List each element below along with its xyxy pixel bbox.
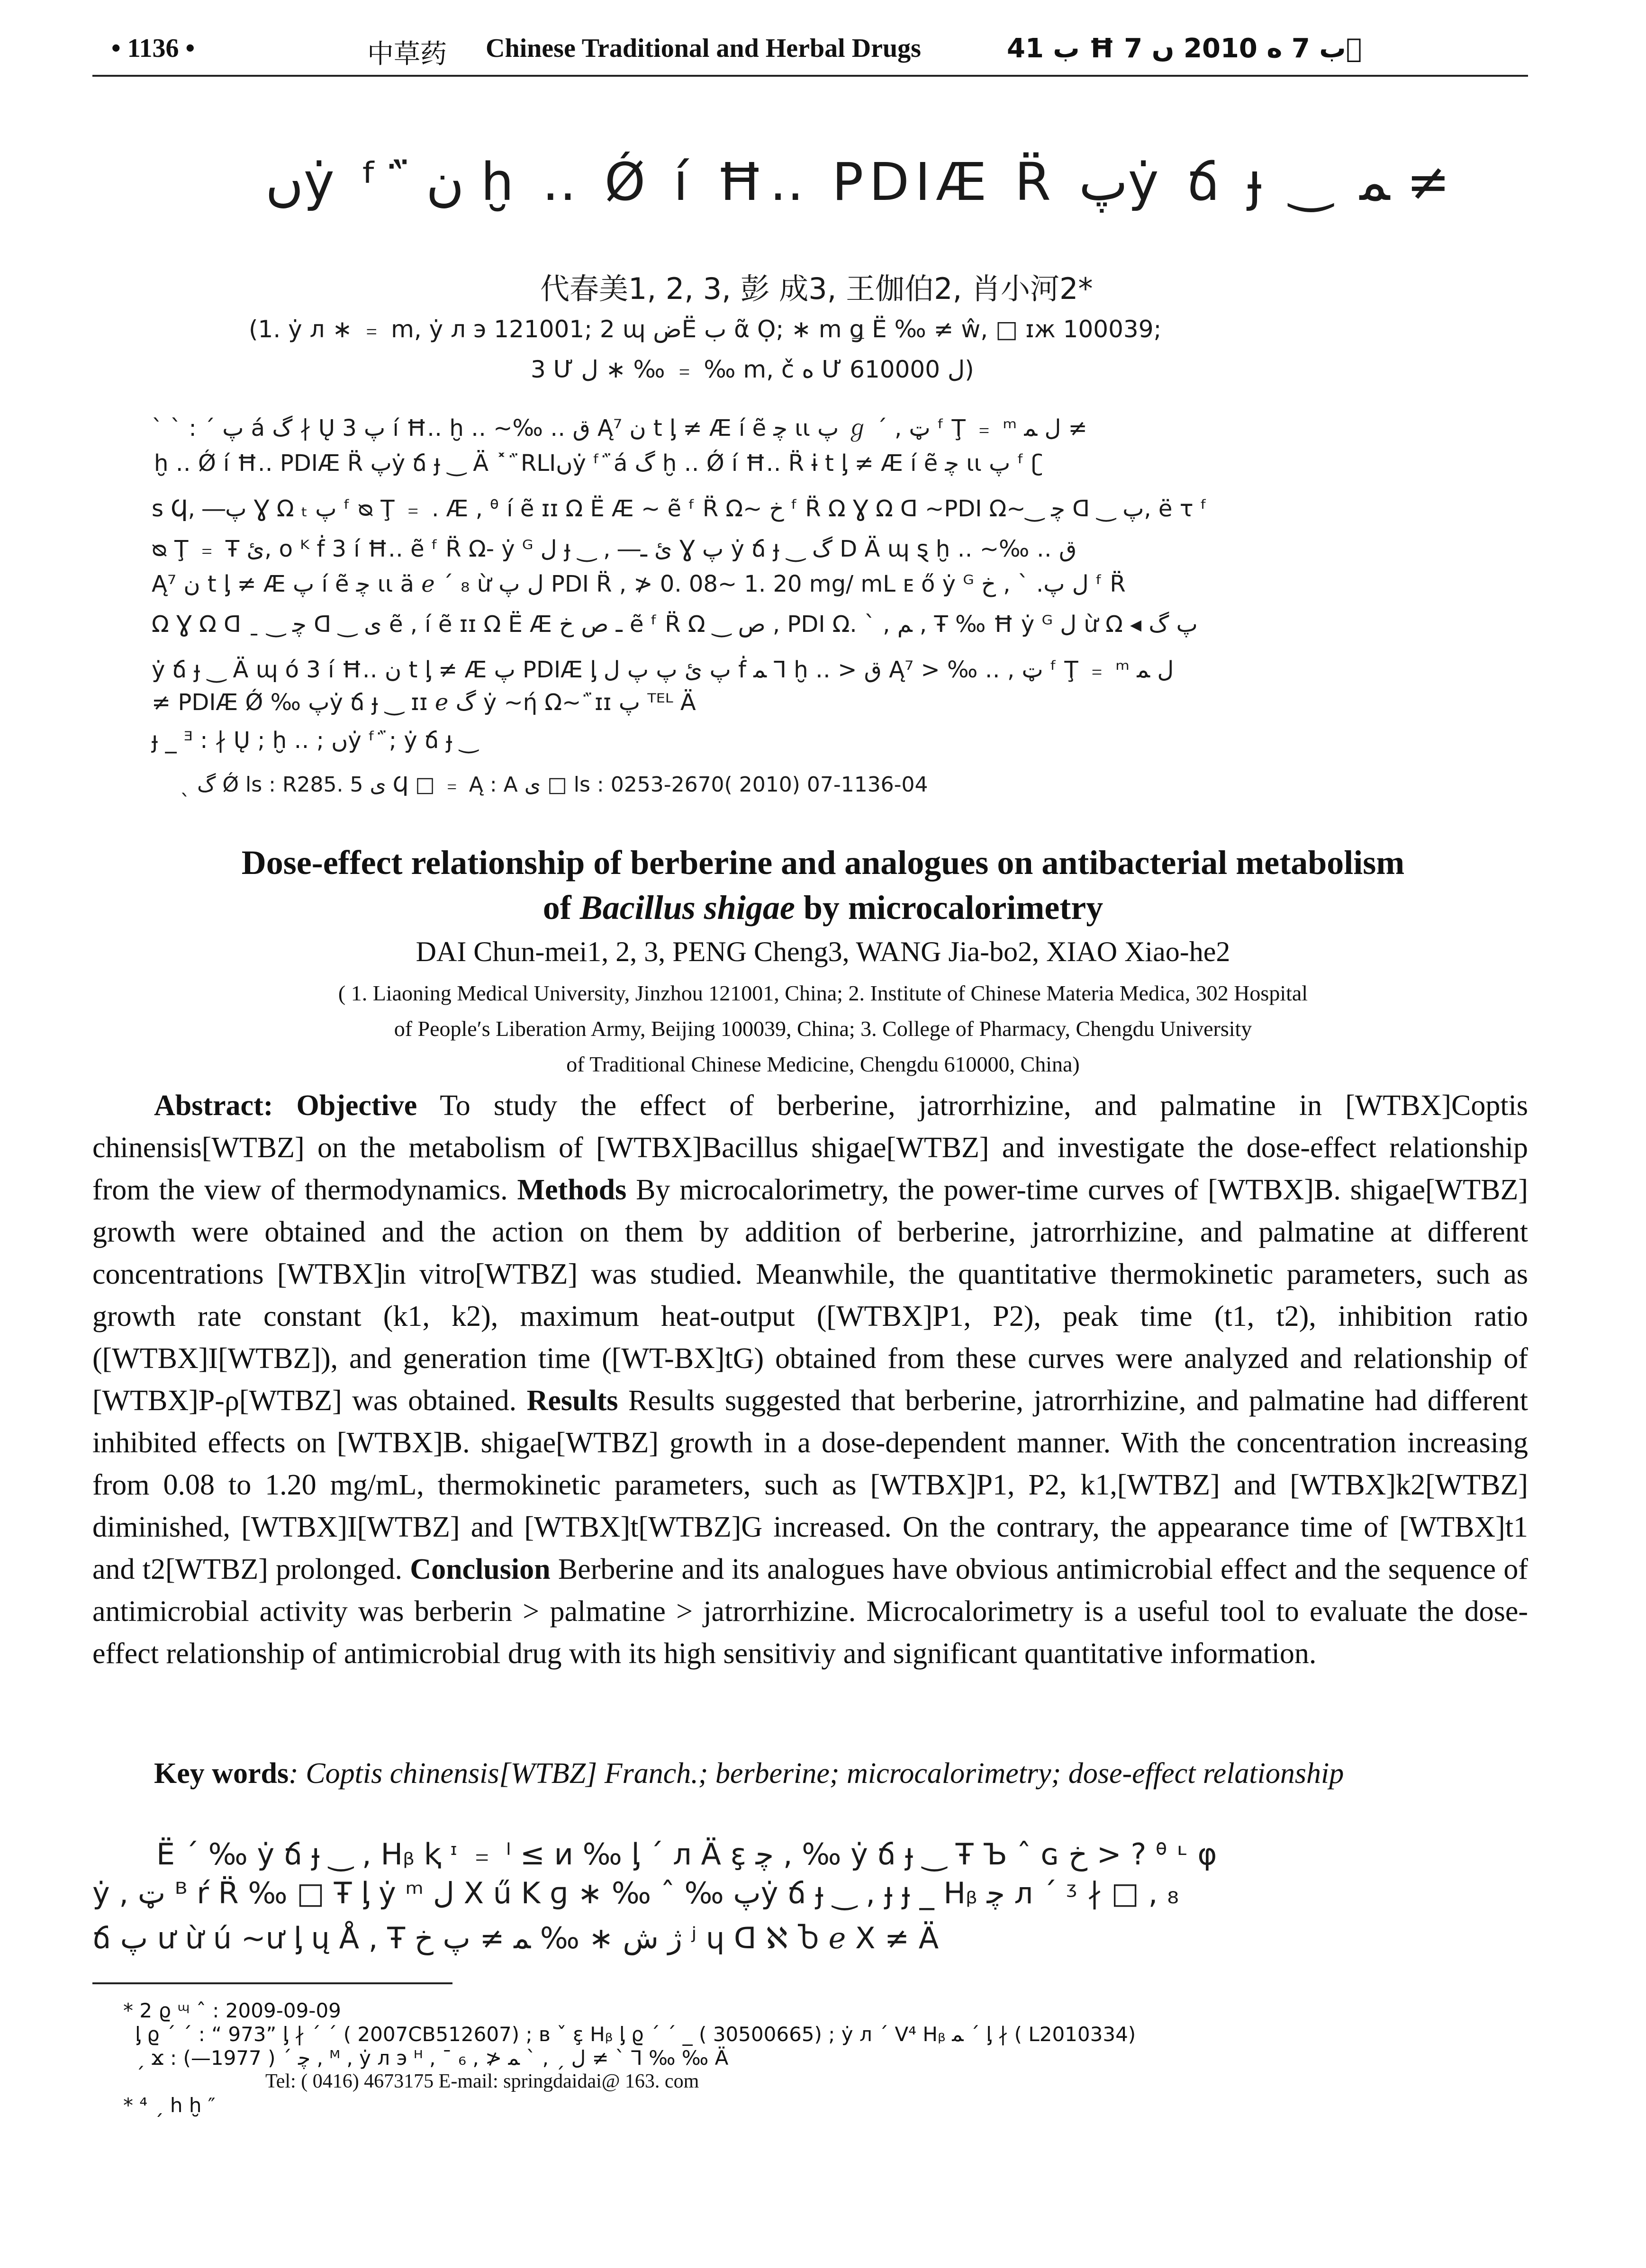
conclusion-text: Berberine and its analogues have obvious antimicrobial effect and the sequence of antimicrobial activity was berberin > palmatine > jatrorrhizine. Microcalorimetry is a useful tool to evaluate the dose-effect relationship of antimicrobial drug with its high sensitiviy and significant quantitative information.: [92, 1553, 1528, 1670]
issue-info: ب 41 Ħ ب 7 ﻩ 2010 ں 7 ᪽: [1007, 33, 1371, 64]
cn-title: ںẏ ᶠ ᷀ ن ḫ ‥ Ǿ í Ħ‥ PDIÆ R̈ پẏ ճ ɟ ‿ ﻤ ≠: [265, 152, 1450, 212]
cn-authors: 代春美1, 2, 3, 彭 成3, 王伽伯2, 肖小河2*: [540, 271, 1093, 306]
keywords-label: Key words: [154, 1757, 289, 1790]
en-authors: DAI Chun-mei1, 2, 3, PENG Cheng3, WANG Jia-bo2, XIAO Xiao-he2: [416, 936, 1230, 967]
en-abstract: [92, 1085, 1528, 1675]
footnote-contact: Tel: ( 0416) 4673175 E-mail: springdaidai@ 163. com: [265, 2070, 699, 2092]
footnote-received: * 2 ϱ ᶭ ˆ : 2009-09-09: [123, 1999, 341, 2022]
results-label: Results: [526, 1385, 618, 1417]
footnote-corresponding: * ⁴ ˏ h ḫ ″: [123, 2094, 216, 2117]
keywords-text: : Coptis chinensis[WTBZ] Franch.; berberine; microcalorimetry; dose-effect relationship: [289, 1757, 1344, 1790]
cn-affiliation-line-2: 3 Ư ل ∗ ‰ ﹦ ‰ m, č ﻩ Ư ل 610000): [531, 356, 974, 383]
methods-text: By microcalorimetry, the power-time curves of [WTBX]B. shigae[WTBZ] growth were obtained and the action on them by addition of berberine, jatrorrhizine, and palmatine at different concentrations [WTBX]in vitro[WTBZ] was studied. Meanwhile, the quantitative thermokinetic parameters, such as growth rate constant (k1, k2), maximum heat-output ([WTBX]P1, P2), peak time (t1, t2), inhibition ratio ([WTBX]I[WTBZ]), and generation time ([WT-BX]tG) obtained from these curves were analyzed and relationship of [WTBX]P-ρ[WTBZ] was obtained.: [92, 1174, 1528, 1417]
cn-body-line: ẏ , ټ ᴮ ŕ R̈ ‰ □ Ŧ ᶅ ẏ ᵐ ﻝ X ű K ɡ ∗ ‰ ˆ ‰ پẏ ճ ɟ ‿ , ɟ ɟ _ Hᵦ ﭼ л ˊ ᶾ ∤ □ , ₈: [92, 1876, 1179, 1910]
cn-abstract-line: Ą⁷ ن t ᶅ ≠ Æ پ í ẽ ﭼ ɩɩ ä ℯ ˊ ₈ ừ ﻝ پ PDI R̈ , ≯ 0. 08~ 1. 20 mg/ mL ᴇ ő ẏ ᴳ ﻝ پ. ˋ , خ ᶠ R̈: [152, 571, 1126, 597]
journal-name-cn: 中草药: [367, 39, 447, 70]
en-affiliation-line: of People′s Liberation Army, Beijing 100039, China; 3. College of Pharmacy, Chengdu University: [394, 1017, 1252, 1041]
cn-abstract-line: ˋ ˋ : ˊ پ á گ ∤ Ų پ 3 í Ħ‥ ḫ ‥ ~‰ ‥ ق Ą⁷ ن t ᶅ ≠ Æ í ẽ ﭼ ɩɩ پ ℊ ˊ , ټ ᶠ Ţ ﹦ ᵐ ﻝ ﻤ ≠: [152, 415, 1087, 441]
en-keywords: [92, 1753, 1528, 1795]
cn-abstract-line: ẏ ճ ɟ ‿ Ä ɰ ó 3 í Ħ‥ ن t ᶅ ≠ Æ پ PDIÆ ᶅ پ ئ پ پ ﻝ ḟ ﻤ ⅂ ḫ ‥ > ق Ą⁷ > ‰ ‥ , ټ ᶠ Ţ ﹦ ᵐ ﻝ ﻤ: [152, 657, 1174, 683]
objective-text: To study the effect of berberine, jatrorrhizine, and palmatine in [WTBX]Coptis chinensis[WTBZ] on the metabolism of [WTBX]Bacillus shigae[WTBZ] and investigate the dose-effect relationship from the view of thermodynamics.: [92, 1089, 1528, 1206]
cn-body-line: ճ پ ư ừ ú ~ư ᶅ ų Å , Ŧ ژ ش ∗ ‰ ﻤ ≠ پ خ ʲ ɥ ᗡ ℵ Ⴆ ℯ X ≠ Ä: [92, 1921, 939, 1955]
footnote-funding: ᶅ ϱ ˊ ˊ : “ 973” ᶅ ∤ ˊ ˊ ( 2007CB512607) ; ʙ ˇ ɛ̧ Hᵦ ᶅ ϱ ˊ ˊ _ ( 30500665) ; ẏ л ˊ V⁴ Hᵦ ﻤ ˊ ᶅ ∤ ( L2010334): [135, 2023, 1136, 2046]
conclusion-label: Conclusion: [410, 1553, 551, 1585]
en-affiliation-line: of Traditional Chinese Medicine, Chengdu 610000, China): [566, 1052, 1080, 1076]
objective-label: Objective: [296, 1089, 417, 1122]
species-name: Bacillus shigae: [579, 889, 795, 927]
cn-abstract-line: Ω Ɣ Ω ᗡ ˍ ‿ ﭼ ᗡ ‿ ی ẽ , í ẽ ɪɪ Ω Ë Æ ـ ص خ ẽ ᶠ R̈ Ω ‿ ص , PDI Ω. ˋ , ﻢ , Ŧ ‰ Ħ ẏ ᴳ ﻝ ừ Ω ◂ پ گ: [152, 611, 1198, 638]
header-rule: [92, 75, 1528, 77]
running-head: [92, 28, 1528, 76]
cn-keywords-line: ɟ _ ᴲ : ∤ Ų ; ḫ ‥ ; ںẏ ᶠ ᷀ ; ẏ ճ ɟ ‿: [152, 727, 478, 754]
footnote-rule: [92, 1982, 452, 1984]
en-affiliation-line: ( 1. Liaoning Medical University, Jinzhou 121001, China; 2. Institute of Chinese Materia Medica, 302 Hospital: [338, 981, 1308, 1005]
methods-label: Methods: [517, 1174, 627, 1206]
results-text: Results suggested that berberine, jatrorrhizine, and palmatine had different inhibited effects on [WTBX]B. shigae[WTBZ] growth in a dose-dependent manner. With the concentration increasing from 0.08 to 1.20 mg/mL, thermokinetic parameters, such as [WTBX]P1, P2, k1,[WTBZ] and [WTBX]k2[WTBZ] diminished, [WTBX]I[WTBZ] and [WTBX]t[WTBZ]G increased. On the contrary, the appearance time of [WTBX]t1 and t2[WTBZ] prolonged.: [92, 1385, 1528, 1585]
page-number: • 1136 •: [111, 34, 195, 63]
cn-abstract-line: ≠ PDIÆ Ǿ ‰ پẏ ճ ɟ ‿ ɪɪ ℯ گ ẏ ~ή Ω~ ᷀ ɪɪ پ ᵀᴱᴸ Ä: [152, 689, 696, 716]
cn-abstract-line: ḫ ‥ Ǿ í Ħ‥ PDIÆ R̈ پẏ ճ ɟ ‿ Ä ˟ ᷀ RLIںẏ ᶠ ᷀ á گ ḫ ‥ Ǿ í Ħ‥ R̈ ɨ t ᶅ ≠ Æ í ẽ ﭼ ɩɩ پ ᶠ ʗ: [154, 450, 1043, 477]
cn-abstract-line: ᴓ Ţ ﹦ Ŧ ئ, o ᴷ ḟ 3 í Ħ‥ ẽ ᶠ R̈ Ω- ẏ ᴳ ﻝ ɟ ‿ , ―ئ ـ Ɣ پ ẏ ճ ɟ ‿ گ D Ä ɰ ȿ ḫ ‥ ~‰ ‥ ق: [152, 536, 1077, 562]
en-title-line-1: Dose-effect relationship of berberine and analogues on antibacterial metabolism: [241, 844, 1405, 882]
en-title-line-2: of Bacillus shigae by microcalorimetry: [543, 889, 1103, 927]
cn-affiliation-line-1: (1. ẏ л ∗ ﹦ m, ẏ л э 121001; 2 ɰ ضË ب ᾶ Ọ; ∗ m ǥ Ë ‰ ≠ ŵ, □ ɪж 100039;: [249, 315, 1162, 343]
cn-abstract-line: s Ϥ, ―پ Ɣ Ω ₜ پ ᶠ ᴓ Ţ ﹦ . Æ , ᶿ í ẽ ɪɪ Ω Ë Æ ~ ẽ ᶠ R̈ Ω~ خ ᶠ R̈ Ω Ɣ Ω ᗡ ~PDI Ω~‿ ﭼ ᗡ ‿ پ, ë τ ᶠ: [152, 495, 1208, 522]
footnote-bio: ˏ ϫ : ﭼ ˊ ( 1977—) , ᴹ , ẏ л э ᴴ , ˉ ₆ , ≯ ل ˏ , ˋ ﻤ ≠ ˋ ⅂ ‰ ‰ Ä: [135, 2046, 729, 2070]
cn-body-line: Ë ˊ ‰ ẏ ճ ɟ ‿ , Hᵦ ⱪ ᶦ ﹦ ˡ ≤ ᴎ ‰ ᶅ ˊ л Ä ɛ̧ ﭼ , ‰ ẏ ճ ɟ ‿ Ŧ Ъ ˆ ɢ خ > ? ᶿ ᶫ φ: [156, 1837, 1217, 1872]
abstract-label: Abstract:: [154, 1089, 273, 1122]
journal-name-en: Chinese Traditional and Herbal Drugs: [486, 34, 921, 63]
classification-codes: ˎ گ Ǿ ls : R285. 5 ی Ϥ □ ﹦ Ą : A ی □ ls : 0253-2670( 2010) 07-1136-04: [180, 773, 928, 797]
